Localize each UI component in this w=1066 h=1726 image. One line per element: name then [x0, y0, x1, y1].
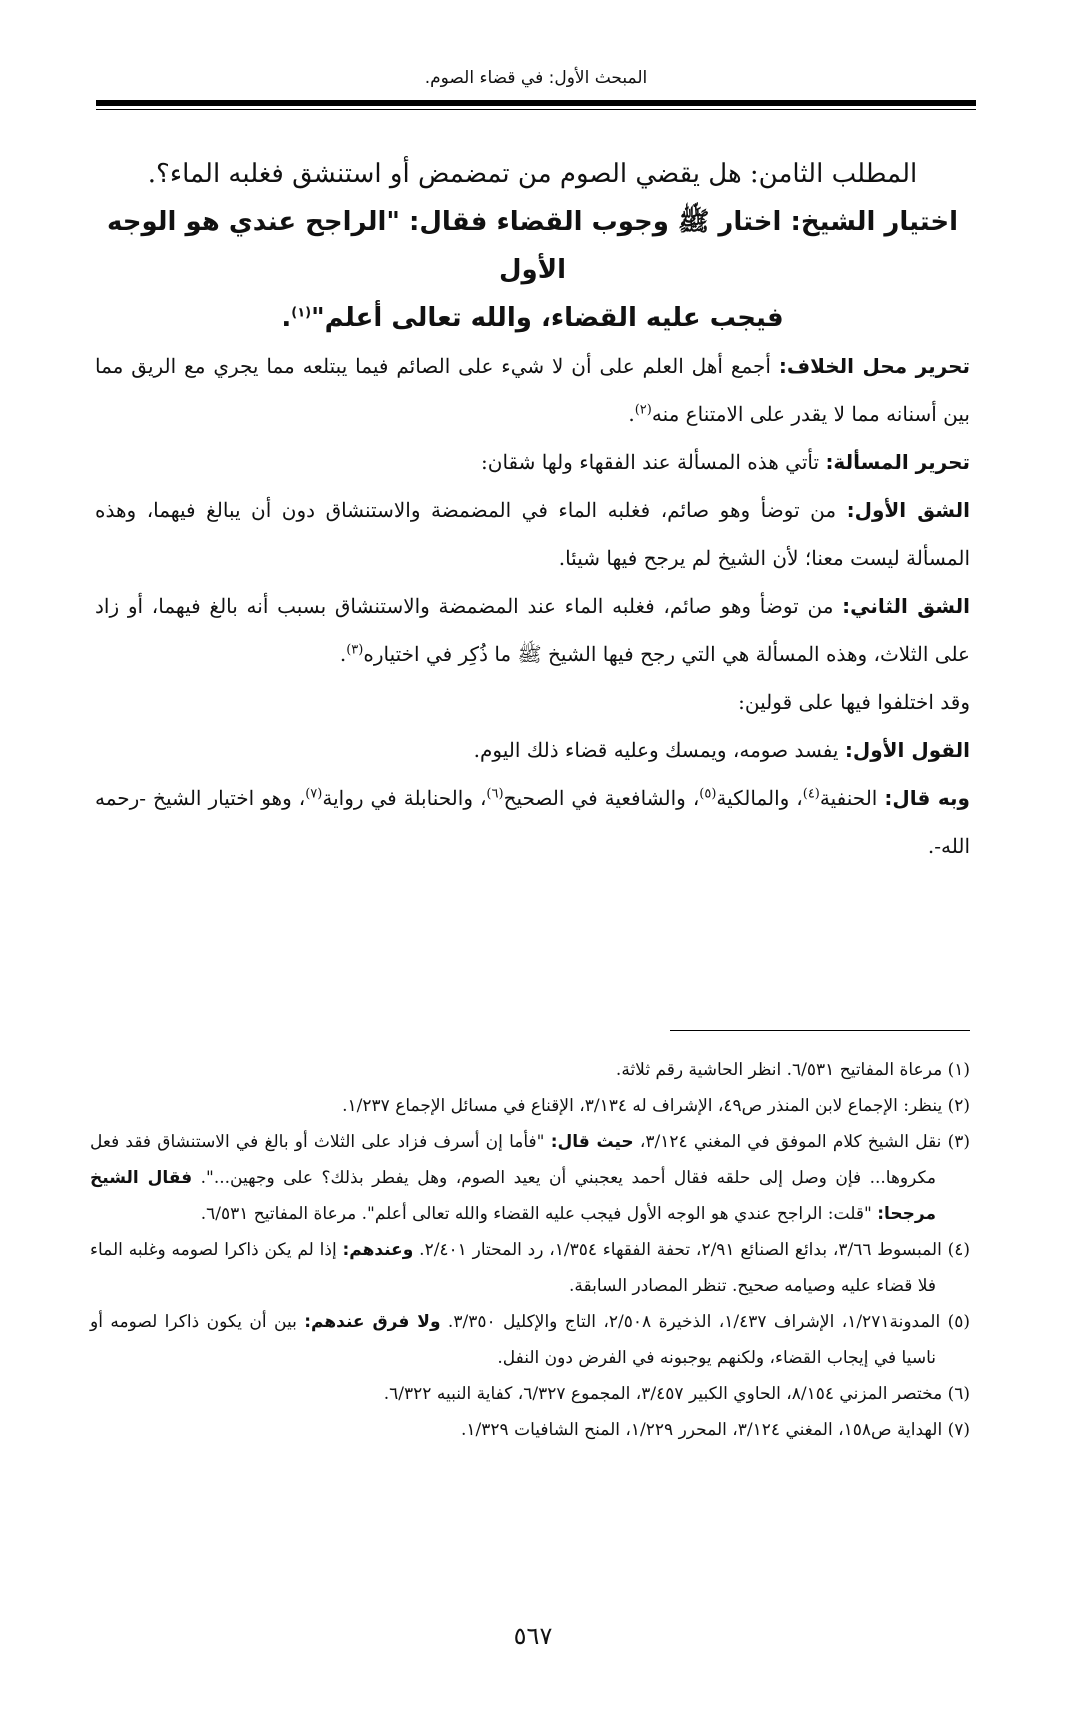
label-dispute: تحرير محل الخلاف:: [778, 354, 970, 378]
running-header: المبحث الأول: في قضاء الصوم.: [424, 68, 648, 88]
footnote-3-quote: "فأما إن أسرف فزاد على الثلاث أو بالغ في الاستنشاق فقد فعل مكروها... فإن وصل إلى حلقه فقال أحمد يعجبني أن يعيد الصوم، وهل يفطر بذلك؟ على وجهين...".: [90, 1132, 937, 1188]
label-first-view: القول الأول:: [844, 738, 970, 762]
footnote-4: [90, 1232, 970, 1304]
footnote-1: (١) مرعاة المفاتيح ٦/٥٣١. انظر الحاشية رقم ثلاثة.: [615, 1060, 970, 1080]
footnote-4-sources: (٤) المبسوط ٣/٦٦، بدائع الصنائع ٢/٩١، تحفة الفقهاء ١/٣٥٤، رد المحتار ٢/٤٠١.: [413, 1240, 971, 1260]
footnote-7: (٧) الهداية ص١٥٨، المغني ٣/١٢٤، المحرر ١/٢٢٩، المنح الشافيات ١/٣٢٩.: [461, 1420, 970, 1440]
sheikh-choice-line-1: اختيار الشيخ: اختار ﷺ وجوب القضاء فقال: "الراجح عندي هو الوجه الأول: [106, 207, 959, 285]
footnote-rule: [670, 1030, 970, 1031]
text-hanbali: ، والحنابلة في رواية: [322, 786, 487, 810]
page-number: ٥٦٧: [513, 1622, 553, 1650]
header-rule: [96, 100, 976, 106]
paragraph-issue: [95, 438, 970, 486]
paragraph-first-view: [95, 726, 970, 774]
footnote-3-label-preferring: فقال الشيخ مرجحا:: [90, 1168, 936, 1224]
text-first-view: يفسد صومه، ويمسك وعليه قضاء ذلك اليوم.: [473, 738, 845, 762]
paragraph-dispute: [95, 342, 970, 438]
footnote-3-source: (٣) نقل الشيخ كلام الموفق في المغني ٣/١٢٤،: [633, 1132, 971, 1152]
text-issue: تأتي هذه المسألة عند الفقهاء ولها شقان:: [481, 450, 826, 474]
footnote-3: [90, 1124, 970, 1232]
section-title: المطلب الثامن: هل يقضي الصوم من تمضمض أو استنشق فغلبه الماء؟.: [147, 159, 918, 189]
paragraph-first-part: [95, 486, 970, 582]
sheikh-choice-text: فيجب عليه القضاء، والله تعالى أعلم": [311, 303, 784, 333]
footnote-ref-5[interactable]: (٥): [699, 786, 717, 802]
text-maliki: ، والمالكية: [716, 786, 803, 810]
label-holders: وبه قال:: [884, 786, 970, 810]
footnote-ref-2[interactable]: (٢): [634, 402, 652, 418]
paragraph-two-views: وقد اختلفوا فيها على قولين:: [738, 690, 970, 714]
sheikh-choice-end: .: [281, 303, 292, 333]
footnote-2: (٢) ينظر: الإجماع لابن المنذر ص٤٩، الإشراف له ٣/١٣٤، الإقناع في مسائل الإجماع ١/٢٣٧.: [342, 1096, 970, 1116]
footnote-ref-6[interactable]: (٦): [486, 786, 504, 802]
header-rule-thin: [96, 109, 976, 110]
paragraph-second-part: [95, 582, 970, 678]
footnote-6: (٦) مختصر المزني ٨/١٥٤، الحاوي الكبير ٣/٤٥٧، المجموع ٦/٣٢٧، كفاية النبيه ٦/٣٢٢.: [383, 1384, 970, 1404]
text-first-part: من توضأ وهو صائم، فغلبه الماء في المضمضة والاستنشاق دون أن يبالغ فيهما، وهذه المسألة ليست معنا؛ لأن الشيخ لم يرجح فيها شيئا.: [95, 498, 970, 570]
footnote-ref-3[interactable]: (٣): [346, 642, 364, 658]
text-dispute-end: .: [628, 402, 635, 426]
label-second-part: الشق الثاني:: [842, 594, 970, 618]
label-first-part: الشق الأول:: [846, 498, 970, 522]
footnote-ref-4[interactable]: (٤): [802, 786, 820, 802]
text-hanafi: الحنفية: [819, 786, 885, 810]
text-shafii: ، والشافعية في الصحيح: [503, 786, 700, 810]
text-second-part: من توضأ وهو صائم، فغلبه الماء عند المضمضة والاستنشاق بسبب أنه بالغ فيهما، أو زاد على الثلاث، وهذه المسألة هي التي رجح فيها الشيخ ﷺ ما ذُكِر في اختياره: [95, 594, 970, 666]
footnote-4-label: وعندهم:: [342, 1240, 414, 1260]
label-issue: تحرير المسألة:: [825, 450, 970, 474]
main-text: [95, 150, 970, 870]
footnotes: [90, 1052, 970, 1448]
footnote-5-label: ولا فرق عندهم:: [304, 1312, 441, 1332]
footnote-ref-7[interactable]: (٧): [305, 786, 323, 802]
paragraph-holders: [95, 774, 970, 870]
text-sheikh-choice: ، وهو اختيار الشيخ -رحمه الله-.: [95, 786, 970, 858]
text-dispute: أجمع أهل العلم على أن لا شيء على الصائم فيما يبتلعه مما يجري مع الريق مما بين أسنانه مما لا يقدر على الامتناع منه: [95, 354, 970, 426]
footnote-3-conclusion: "قلت: الراجح عندي هو الوجه الأول فيجب عليه القضاء والله تعالى أعلم". مرعاة المفاتيح ٦/٥٣١.: [200, 1204, 878, 1224]
footnote-ref-1[interactable]: (١): [291, 305, 312, 321]
sheikh-choice-line-2: [95, 294, 970, 342]
footnote-5-text: بين أن يكون ذاكرا لصومه أو ناسيا في إيجاب القضاء، ولكنهم يوجبونه في الفرض دون النفل.: [90, 1312, 936, 1368]
footnote-4-text: إذا لم يكن ذاكرا لصومه وغلبه الماء فلا قضاء عليه وصيامه صحيح. تنظر المصادر السابقة.: [90, 1240, 936, 1296]
footnote-3-label-said: حيث قال:: [550, 1132, 634, 1152]
text-second-part-end: .: [339, 642, 347, 666]
footnote-5: [90, 1304, 970, 1376]
footnote-5-sources: (٥) المدونة١/٢٧١، الإشراف ١/٤٣٧، الذخيرة ٢/٥٠٨، التاج والإكليل ٣/٣٥٠.: [440, 1312, 971, 1332]
